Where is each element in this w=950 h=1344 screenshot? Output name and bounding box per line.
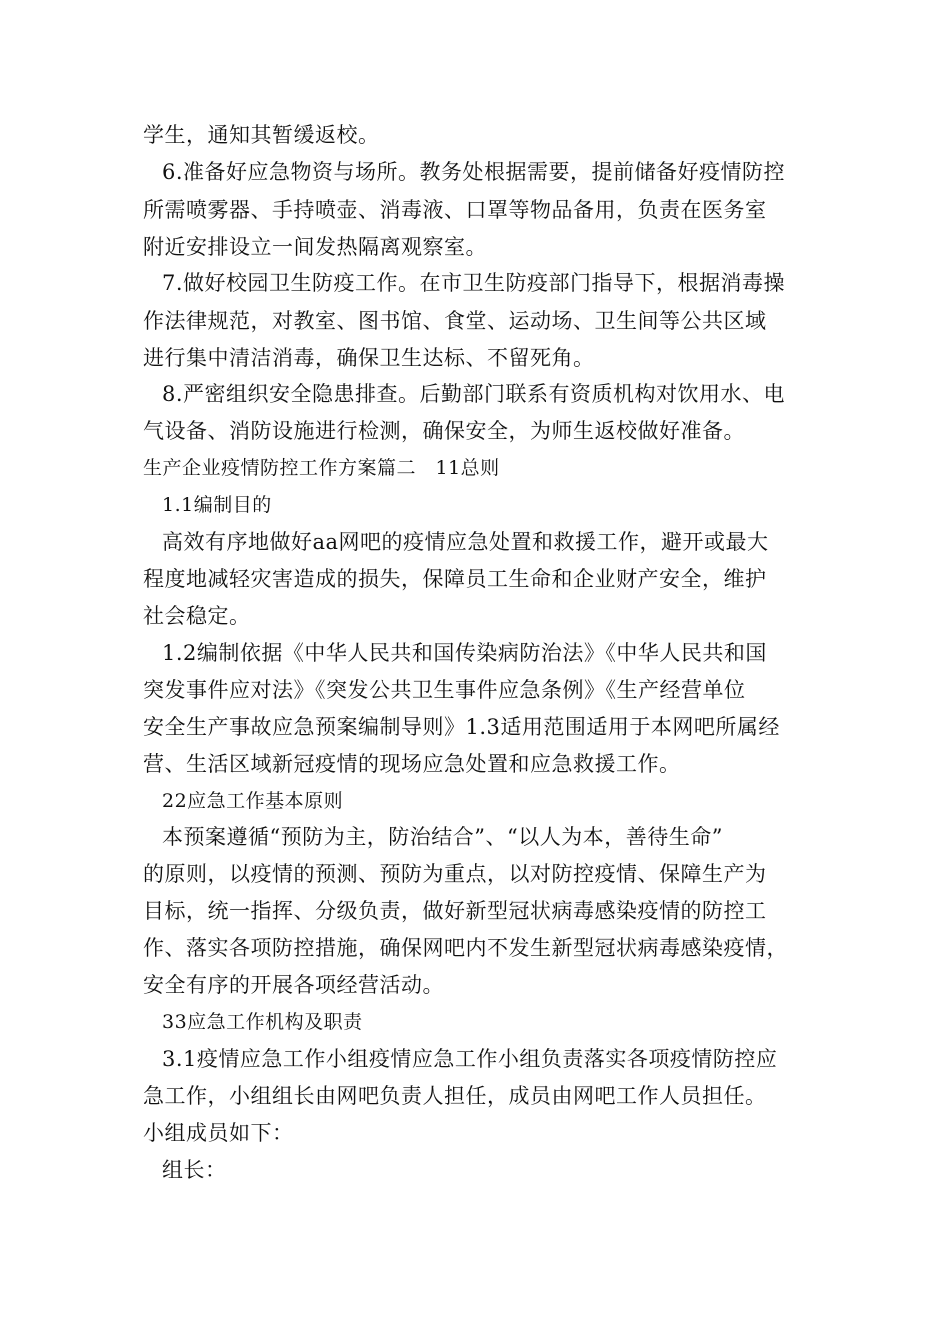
text-line: 7.做好校园卫生防疫工作。在市卫生防疫部门指导下，根据消毒操 (162, 271, 786, 295)
text-line: 小组成员如下： (143, 1121, 294, 1145)
text-line: 目标，统一指挥、分级负责，做好新型冠状病毒感染疫情的防控工 (143, 899, 767, 923)
text-line: 6.准备好应急物资与场所。教务处根据需要，提前储备好疫情防控 (162, 160, 786, 184)
text-line: 3.1疫情应急工作小组疫情应急工作小组负责落实各项疫情防控应 (162, 1047, 778, 1071)
text-line: 突发事件应对法》《突发公共卫生事件应急条例》《生产经营单位 (143, 678, 746, 702)
text-line: 本预案遵循“预防为主，防治结合”、“以人为本，善待生命” (162, 825, 723, 849)
text-line: 附近安排设立一间发热隔离观察室。 (143, 235, 487, 259)
text-line: 学生，通知其暂缓返校。 (143, 123, 380, 147)
text-line: 的原则，以疫情的预测、预防为重点，以对防控疫情、保障生产为 (143, 862, 767, 886)
text-line: 所需喷雾器、手持喷壶、消毒液、口罩等物品备用，负责在医务室 (143, 198, 767, 222)
text-line: 急工作，小组组长由网吧负责人担任，成员由网吧工作人员担任。 (143, 1084, 767, 1108)
text-line: 营、生活区域新冠疫情的现场应急处置和应急救援工作。 (143, 752, 681, 776)
section-heading: 22应急工作基本原则 (162, 790, 344, 812)
text-line: 安全有序的开展各项经营活动。 (143, 973, 444, 997)
subsection-heading: 1.1编制目的 (162, 494, 272, 516)
text-line: 作、落实各项防控措施，确保网吧内不发生新型冠状病毒感染疫情， (143, 936, 788, 960)
text-line: 进行集中清洁消毒，确保卫生达标、不留死角。 (143, 346, 595, 370)
text-line: 气设备、消防设施进行检测，确保安全，为师生返校做好准备。 (143, 419, 745, 443)
text-line: 1.2编制依据《中华人民共和国传染病防治法》《中华人民共和国 (162, 641, 767, 665)
text-line: 安全生产事故应急预案编制导则》1.3适用范围适用于本网吧所属经 (143, 715, 780, 739)
text-line: 作法律规范，对教室、图书馆、食堂、运动场、卫生间等公共区域 (143, 309, 767, 333)
text-line: 社会稳定。 (143, 604, 251, 628)
text-line: 高效有序地做好aa网吧的疫情应急处置和救援工作，避开或最大 (162, 530, 769, 554)
text-line: 组长： (162, 1158, 227, 1182)
section-heading: 生产企业疫情防控工作方案篇二 11总则 (143, 457, 500, 479)
text-line: 8.严密组织安全隐患排查。后勤部门联系有资质机构对饮用水、电 (162, 382, 786, 406)
text-line: 程度地减轻灾害造成的损失，保障员工生命和企业财产安全，维护 (143, 567, 767, 591)
section-heading: 33应急工作机构及职责 (162, 1011, 363, 1033)
